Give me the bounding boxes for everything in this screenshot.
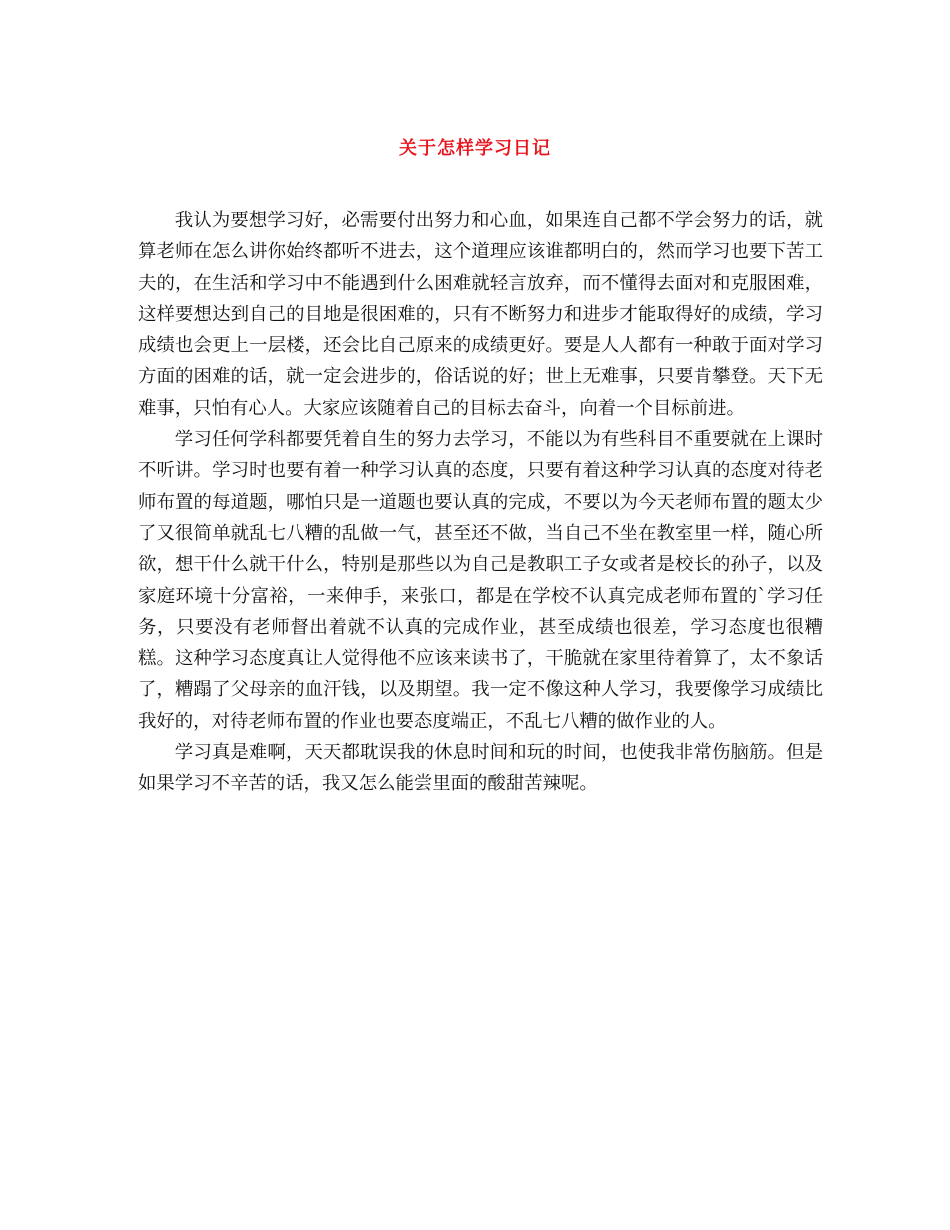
paragraph-3: 学习真是难啊，天天都耽误我的休息时间和玩的时间，也使我非常伤脑筋。但是如果学习不辛苦的话，我又怎么能尝里面的酸甜苦辣呢。 — [138, 742, 823, 795]
document-body — [138, 205, 823, 800]
paragraph-2: 学习任何学科都要凭着自生的努力去学习，不能以为有些科目不重要就在上课时不听讲。学习时也要有着一种学习认真的态度，只要有着这种学习认真的态度对待老师布置的每道题，哪怕只是一道题也要认真的完成，不要以为今天老师布置的题太少了又很简单就乱七八糟的乱做一气，甚至还不做，当自己不坐在教室里一样，随心所欲，想干什么就干什么，特别是那些以为自己是教职工子女或者是校长的孙子，以及家庭环境十分富裕，一来伸手，来张口，都是在学校不认真完成老师布置的`学习任务，只要没有老师督出着就不认真的完成作业，甚至成绩也很差，学习态度也很糟糕。这种学习态度真让人觉得他不应该来读书了，干脆就在家里待着算了，太不象话了，糟蹋了父母亲的血汗钱，以及期望。我一定不像这种人学习，我要像学习成绩比我好的，对待老师布置的作业也要态度端正，不乱七八糟的做作业的人。 — [138, 429, 823, 732]
document-title: 关于怎样学习日记 — [399, 138, 551, 159]
paragraph-1: 我认为要想学习好，必需要付出努力和心血，如果连自己都不学会努力的话，就算老师在怎么讲你始终都听不进去，这个道理应该谁都明白的，然而学习也要下苦工夫的，在生活和学习中不能遇到什么困难就轻言放弃，而不懂得去面对和克服困难，这样要想达到自己的目地是很困难的，只有不断努力和进步才能取得好的成绩，学习成绩也会更上一层楼，还会比自己原来的成绩更好。要是人人都有一种敢于面对学习方面的困难的话，就一定会进步的，俗话说的好；世上无难事，只要肯攀登。天下无难事，只怕有心人。大家应该随着自己的目标去奋斗，向着一个目标前进。 — [138, 210, 823, 419]
